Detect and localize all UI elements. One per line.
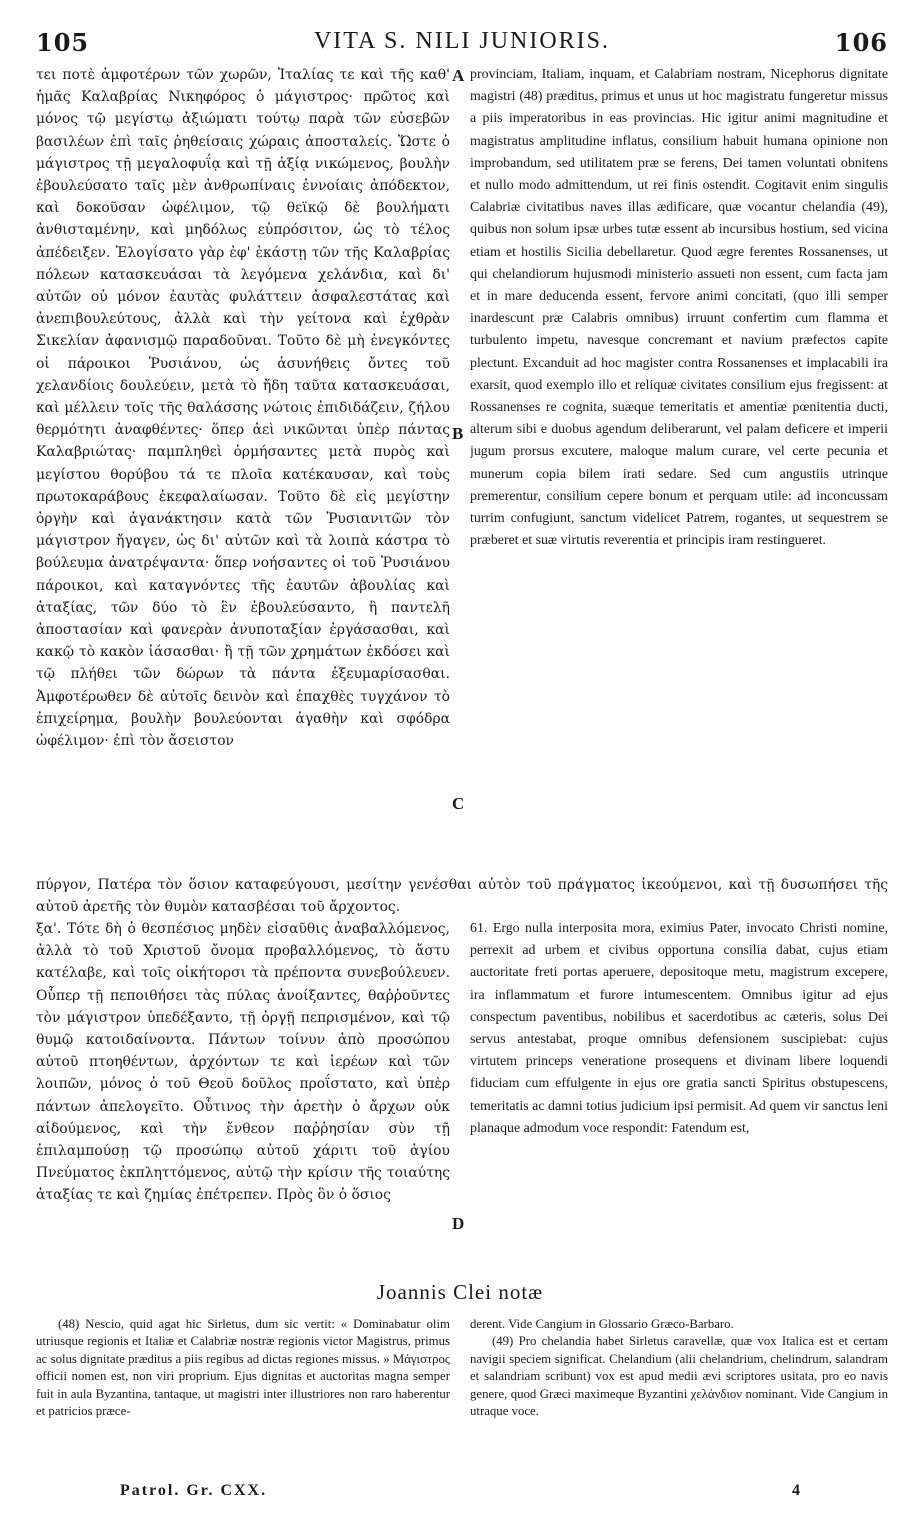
- running-title: VITA S. NILI JUNIORIS.: [313, 28, 611, 54]
- page-number-left: 105: [36, 28, 90, 57]
- section-marker-a: A: [452, 66, 465, 85]
- footer-gathering-number: 4: [792, 1482, 800, 1499]
- running-header: [36, 28, 888, 62]
- greek-text-wide: πύργον, Πατέρα τὸν ὅσιον καταφεύγουσι, μεσίτην γενέσθαι αὐτὸν τοῦ πράγματος ἱκεούμενοι, καὶ τῇ δυσωπήσει τῆς αὐτοῦ ἀρετῆς τὸν θυμὸν κατασβέσαι τοῦ ἄρχοντος.: [36, 877, 888, 916]
- note-48-continuation: derent. Vide Cangium in Glossario Græco-Barbaro.: [470, 1317, 734, 1331]
- notes-column-left: [36, 1316, 450, 1476]
- section-marker-b: B: [452, 424, 464, 443]
- greek-text-top: τει ποτὲ ἀμφοτέρων τῶν χωρῶν, Ἰταλίας τε καὶ τῆς καθ' ἡμᾶς Καλαβρίας Νικηφόρος ὁ μάγιστρος· πρῶτος καὶ μόνος τῷ μεγίστῳ ἀξιώματι τούτῳ παρὰ τῶν εὐσεβῶν βασιλέων ἐπὶ ταῖς ῥηθείσαις χώραις ἀποσταλείς. Ὥστε ὁ μάγιστρος τῇ μεγαλοφυΐᾳ καὶ τῇ ἀξίᾳ νικώμενος, βουλὴν ἐβουλεύσατο ταῖς μὲν ἀνθρωπίναις ἐννοίαις ἀπόδεκτον, καὶ δοκοῦσαν ὠφέλιμον, τῷ θεϊκῷ δὲ βουλήματι ἀνθισταμένην, καὶ μηδόλως εὐπρόσιτον, ὡς τὸ τέλος ἀπέδειξεν. Ἐλογίσατο γὰρ ἐφ' ἑκάστῃ τῶν τῆς Καλαβρίας πόλεων κατασκευάσαι τὰ λεγόμενα χελάνδια, καὶ δι' αὐτῶν οὐ μόνον ἑαυτὰς φυλάττειν ἀσφαλεστάτας καὶ ἀνεπιβουλεύτους, ἀλλὰ καὶ τὴν γείτονα καὶ ἐχθρὰν Σικελίαν ἀφανισμῷ παραδοῦναι. Τοῦτο δὲ μὴ ἐνεγκόντες οἱ πάροικοι Ῥυσιάνου, ὡς ἀσυνήθεις ὄντες τοῦ χελανδίοις δουλεύειν, μετὰ τὸ ἤδη ταῦτα κατασκευάσαι, καὶ μέλλειν τοῖς τῆς θαλάσσης νώτοις ἐπιδιδάζειν, ζήλου θερμότητι ἀναφθέντες· ὅπερ ἀεὶ νικῶνται ὑπὲρ πάντας Καλαβριώτας· παμπληθεὶ ὁρμήσαντες μετὰ πυρὸς καὶ μεγίστου θορύβου τά τε πλοῖα κατέκαυσαν, καὶ τοὺς πρωτοκαράβους ἐκεφαλαίωσαν. Τοῦτο δὲ εἰς μεγίστην ὀργὴν καὶ ἀγανάκτησιν κατὰ τῶν Ῥυσιανιτῶν τὸν μάγιστρον ἤγαγεν, ὡς δι' αὐτῶν καὶ τὰ λοιπὰ κάστρα τὸ βούλευμα ἀνατρέψαντα· ὅπερ νοήσαντες οἱ τοῦ Ῥυσιάνου πάροικοι, καὶ καταγνόντες τῆς ἑαυτῶν ἀβουλίας καὶ ἀταξίας, τῶν δύο τὸ ἓν ἐβουλεύσαντο, ἢ παντελῆ ἀποστασίαν καὶ φανερὰν ἀνυποταξίαν ἐργάσασθαι, καὶ κακῷ τὸ κακὸν ἰάσασθαι· ἢ τῇ τῶν χρημάτων ἐκδόσει καὶ τῷ πλήθει τῶν δώρων τὰ πάντα ἐξευμαρίσασθαι. Ἀμφοτέρωθεν δὲ αὐτοῖς δεινὸν καὶ ἐπαχθὲς τυγχάνον τὸ ἐπιχείρημα, βουλὴν βουλεύονται ἀγαθὴν καὶ σφόδρα ὠφέλιμον· ἐπὶ τὸν ἄσειστον: [36, 67, 450, 750]
- latin-text-top: provinciam, Italiam, inquam, et Calabriam nostram, Nicephorus dignitate magistri (48) præditus, primus et unus ut hoc magistratu fungeretur missus a piis imperatoribus in eas provincias. Hic igitur animi magnitudine et magistratus amplitudine inflatus, consilium habuit humana opinione non improbandum, sed utilitatem præ se ferens, Dei tamen voluntati obnitens et nullo modo admittendum, ut rei finis ostendit. Cogitavit enim singulis Calabriæ civitatibus naves illas ædificare, quæ vocantur chelandia (49), quibus non solum ipsæ urbes tutæ essent ab incursibus hostium, sed vicina etiam et hostilis Sicilia debellaretur. Quod ægre ferentes Rossanenses, ut qui chelandiorum hujusmodi ministerio assueti non essent, cum facta jam et in mare deducenda essent, fervore animi concitati, (quo illi semper inardescunt præ Calabris omnibus) irruunt confertim cum flamma et turbulento impetu, navesque concremant et navium præfectos capite plectunt. Excanduit ad hoc magister contra Rossanenses et implacabili ira exarsit, quod exemplo illo et reliquæ civitates consilium ejus fregissent: at Rossanenses re cognita, suæque temeritatis et amentiæ pœnitentia ducti, alterum sibi e duobus agendum deliberarunt, vel palam deficere et imperii jugum prorsus excutere, maloque malum curare, vel certe pecunia et munerum copia bilem irati sedare. Sed cum angustiis utrinque premerentur, consilium cepere bonum et perquam utile: ad inconcussam turrim confugiunt, sanctum videlicet Patrem, rogantes, ut sequestrem se præberet et suæ virtutis reverentia et principis iram restingueret.: [470, 67, 888, 549]
- latin-column-bottom: [470, 918, 888, 1270]
- greek-full-width-lines: [36, 874, 888, 918]
- latin-column-top: [470, 64, 888, 874]
- note-49: (49) Pro chelandia habet Sirletus caravellæ, quæ vox Italica est et certam navigii speciem significat. Chelandium (alii chelandrium, chelindrum, salandram et salandriam scribunt) vox est apud medii ævi scriptores usitata, pro eo navis genere, quod Græci maximeque Byzantini χελάνδιον nominant. Vide Cangium in utraque voce.: [470, 1334, 888, 1419]
- latin-text-bottom: 61. Ergo nulla interposita mora, eximius Pater, invocato Christi nomine, perrexit ad urbem et civibus opportuna consilia dabat, cujus etiam auctoritate freti portas aperuere, depositoque metu, magistrum excepere, ira inflammatum et furore intumescentem. Omnibus igitur ad ejus conspectum paventibus, nobilibus et sacerdotibus ac cæteris, solus Dei servus antestabat, proque omnibus defensionem suscipiebat: cujus virtutem princeps veneratione prosequens et divinam libere loquendi fiduciam cum effulgente in ejus ore gratia sancti Spiritus obstupescens, temeritatis ac damni totius judicium ipsi permisit. Ad quem vir sanctus leni planaque admodum voce respondit: Fatendum est,: [470, 921, 888, 1136]
- greek-column-bottom: [36, 918, 450, 1270]
- notes-column-right: [470, 1316, 888, 1476]
- page-number-right: 106: [834, 28, 888, 57]
- note-48: (48) Nescio, quid agat hic Sirletus, dum sic vertit: « Dominabatur olim utriusque regionis et Italiæ et Calabriæ nostræ regionis victor Magistrus, primus ac solus dignitate præditus a piis regibus ad dictas regiones missus. » Μάγιστρος officii nomen est, non viri proprium. Ejus dignitas et auctoritas magna semper fuit in aula Byzantina, tantaque, ut magistri inter illustriores non raro haberentur et patricios præce-: [36, 1317, 450, 1419]
- greek-text-bottom: ξα'. Τότε δὴ ὁ θεσπέσιος μηδὲν εἰσαῦθις ἀναβαλλόμενος, ἀλλὰ τὸ τοῦ Χριστοῦ ὄνομα προβαλλόμενος, τὸ ἄστυ κατέλαβε, καὶ τοῖς οἰκήτορσι τὰ πρέποντα συνεβούλευεν. Οὗπερ τῇ πεποιθήσει τὰς πύλας ἀνοίξαντες, θαῤῥοῦντες τὸν μάγιστρον ὑπεδέξαντο, τῇ ὀργῇ πεπρισμένον, καὶ τῷ θυμῷ κατοιδαίνοντα. Πάντων τοίνυν ἀπὸ προσώπου αὐτοῦ πτοηθέντων, ἀρχόντων τε καὶ ἱερέων καὶ τῶν λοιπῶν, μόνος ὁ τοῦ Θεοῦ δοῦλος προΐστατο, καὶ ὑπὲρ πάντων ἀπελογεῖτο. Οὗτινος τὴν ἀρετὴν ὁ ἄρχων οὐκ αἰδούμενος, καὶ τὴν ἔνθεον παῤῥησίαν σὺν τῇ ἐπιλαμπούσῃ τῷ προσώπῳ αὐτοῦ χάριτι τοῦ ἁγίου Πνεύματος ἐκπληττόμενος, αὐτῷ τὴν κρίσιν τῆς τοιαύτης ἀταξίας τε καὶ ζημίας ἐπέτρεπεν. Πρὸς ὃν ὁ ὅσιος: [36, 921, 450, 1204]
- notes-heading: Joannis Clei notæ: [376, 1280, 544, 1304]
- section-marker-d: D: [452, 1214, 465, 1233]
- greek-column-top: [36, 64, 450, 874]
- footer-signature: Patrol. Gr. CXX.: [120, 1482, 268, 1499]
- section-marker-c: C: [452, 794, 465, 813]
